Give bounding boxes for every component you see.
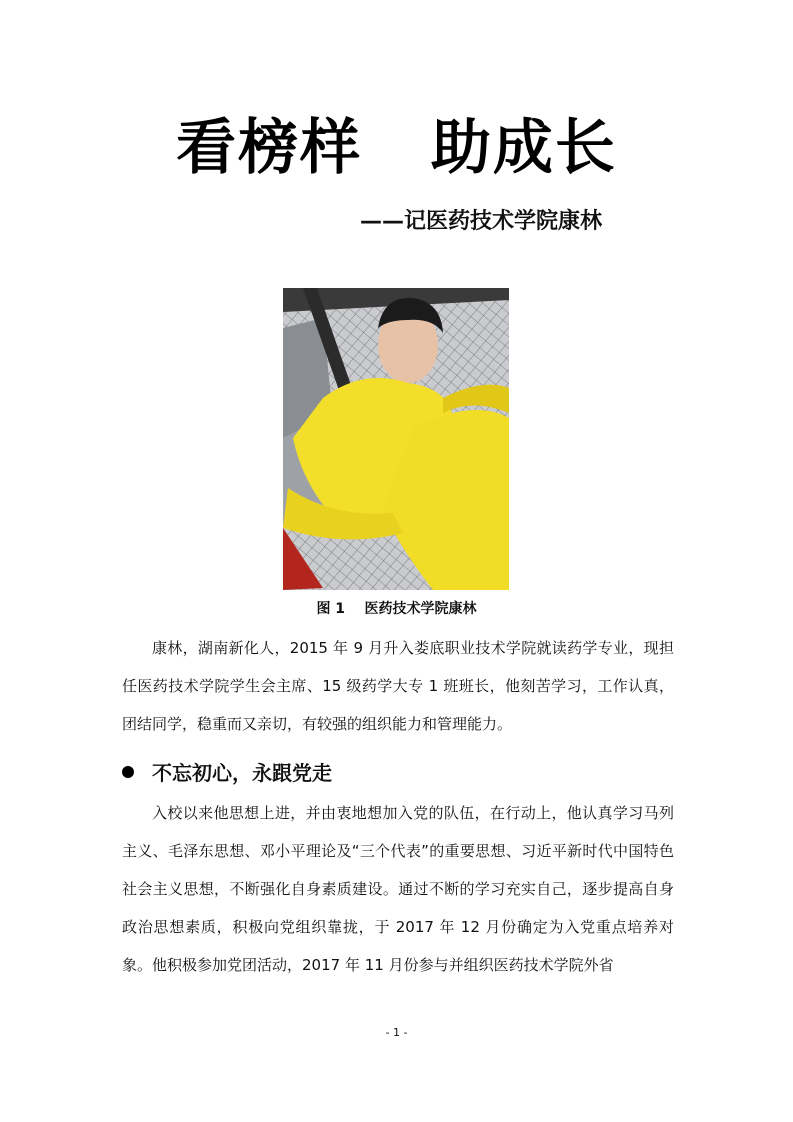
intro-paragraph: 康林，湖南新化人，2015 年 9 月升入娄底职业技术学院就读药学专业，现担任医药技术学院学生会主席、15 级药学大专 1 班班长，他刻苦学习，工作认真，团结同学，稳重而又亲切，有较强的组织能力和管理能力。 [122, 639, 674, 733]
bullet-icon [122, 766, 134, 778]
portrait-photo [283, 288, 509, 590]
figure-caption: 图 1 医药技术学院康林 [316, 601, 477, 617]
page-title: 看榜样 助成长 [176, 113, 617, 183]
portrait-illustration [283, 288, 509, 590]
page-subtitle: ——记医药技术学院康林 [360, 209, 603, 234]
section-heading-text: 不忘初心，永跟党走 [152, 761, 332, 785]
section-paragraph: 入校以来他思想上进，并由衷地想加入党的队伍，在行动上，他认真学习马列主义、毛泽东思想、邓小平理论及“三个代表”的重要思想、习近平新时代中国特色社会主义思想，不断强化自身素质建设。通过不断的学习充实自己，逐步提高自身政治思想素质，积极向党组织靠拢，于 2017 年 12 月份确定为入党重点培养对象。他积极参加党团活动，2017 年 11 月份参与并组织医药技术学院外省 [122, 804, 674, 974]
section-heading [122, 757, 332, 786]
page-number: - 1 - [385, 1026, 408, 1039]
